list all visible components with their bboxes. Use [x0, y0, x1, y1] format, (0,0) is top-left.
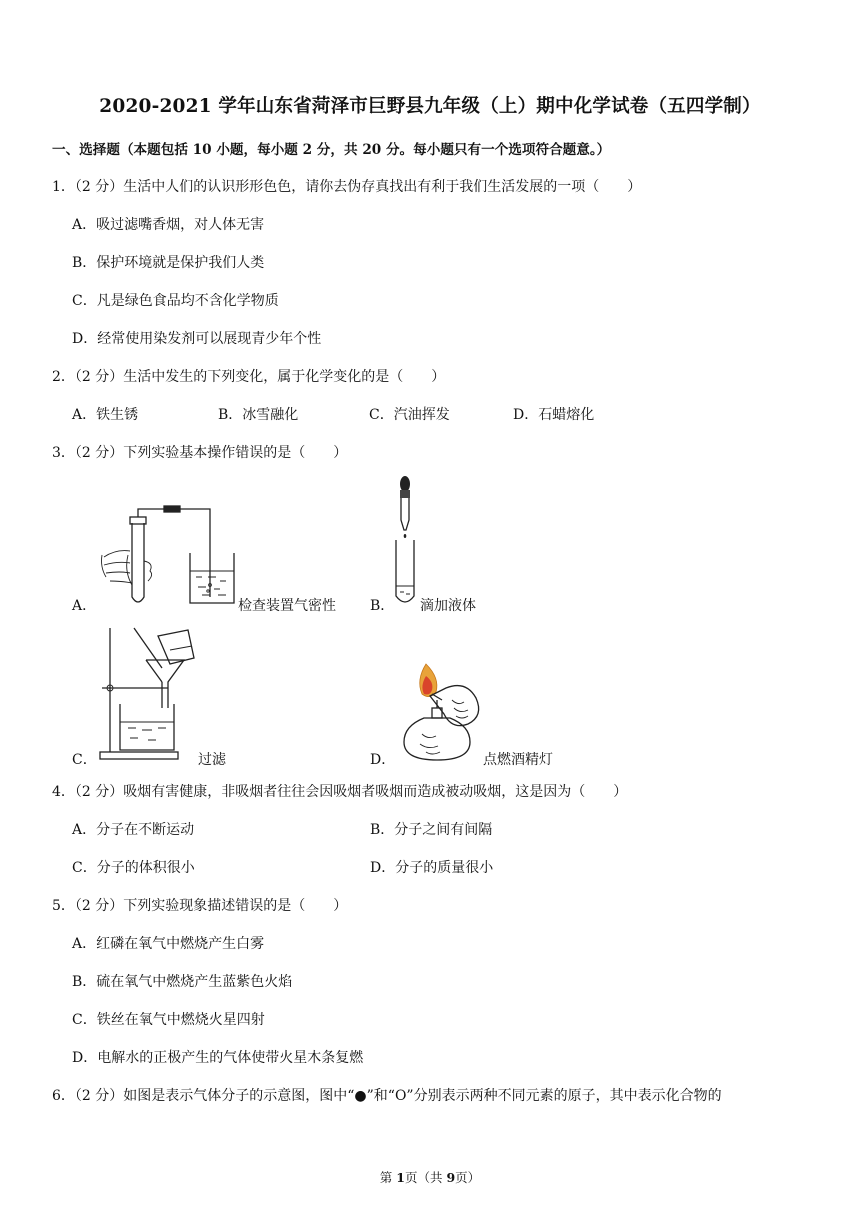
footer-suffix: 页） [455, 1170, 481, 1185]
q5-option-a: A．红磷在氧气中燃烧产生白雾 [72, 936, 265, 952]
footer-prefix: 第 [379, 1170, 397, 1185]
q1-option-d: D．经常使用染发剂可以展现青少年个性 [72, 331, 322, 347]
question-3-stem: 3．（2 分）下列实验基本操作错误的是（ ） [52, 445, 348, 461]
q4-option-a: A．分子在不断运动 [72, 822, 195, 838]
q3-option-d-caption: 点燃酒精灯 [483, 752, 553, 768]
q1-option-b: B．保护环境就是保护我们人类 [72, 255, 265, 271]
alcohol-lamp-figure [396, 660, 492, 764]
footer-middle: 页（共 [404, 1170, 447, 1185]
q3-option-b-letter: B． [370, 598, 395, 614]
q3-option-c-letter: C． [72, 752, 97, 768]
section-heading: 一、选择题（本题包括 10 小题，每小题 2 分，共 20 分。每小题只有一个选项符合题意。） [52, 142, 611, 158]
q2-option-c: C．汽油挥发 [369, 407, 450, 423]
question-4-stem: 4．（2 分）吸烟有害健康，非吸烟者往往会因吸烟者吸烟而造成被动吸烟，这是因为（ ） [52, 784, 628, 800]
question-5-stem: 5．（2 分）下列实验现象描述错误的是（ ） [52, 898, 348, 914]
q2-option-b: B．冰雪融化 [218, 407, 299, 423]
q2-option-d: D．石蜡熔化 [513, 407, 595, 423]
question-2-stem: 2．（2 分）生活中发生的下列变化，属于化学变化的是（ ） [52, 369, 446, 385]
airtightness-check-figure [98, 505, 238, 607]
q4-option-d: D．分子的质量很小 [370, 860, 494, 876]
current-page-number: 1 [396, 1170, 405, 1185]
q1-option-c: C．凡是绿色食品均不含化学物质 [72, 293, 279, 309]
q3-option-a-caption: 检查装置气密性 [238, 598, 336, 614]
q3-option-a-letter: A． [72, 598, 97, 614]
q3-option-c-caption: 过滤 [198, 752, 226, 768]
q5-option-b: B．硫在氧气中燃烧产生蓝紫色火焰 [72, 974, 293, 990]
q3-option-d-letter: D． [370, 752, 396, 768]
question-6-stem: 6．（2 分）如图是表示气体分子的示意图，图中“●”和“O”分别表示两种不同元素的原子，其中表示化合物的 [52, 1088, 722, 1104]
filtration-figure [98, 624, 198, 762]
q5-option-c: C．铁丝在氧气中燃烧火星四射 [72, 1012, 265, 1028]
dropper-and-test-tube-figure [390, 474, 420, 608]
page-title: 2020-2021 学年山东省菏泽市巨野县九年级（上）期中化学试卷（五四学制） [99, 96, 761, 117]
q4-option-c: C．分子的体积很小 [72, 860, 195, 876]
q4-option-b: B．分子之间有间隔 [370, 822, 493, 838]
question-1-stem: 1．（2 分）生活中人们的认识形形色色，请你去伪存真找出有利于我们生活发展的一项（ ） [52, 179, 642, 195]
q2-option-a: A．铁生锈 [72, 407, 139, 423]
total-pages-number: 9 [446, 1170, 456, 1185]
q1-option-a: A．吸过滤嘴香烟，对人体无害 [72, 217, 265, 233]
q3-option-b-caption: 滴加液体 [420, 598, 476, 614]
q5-option-d: D．电解水的正极产生的气体使带火星木条复燃 [72, 1050, 364, 1066]
page-footer [0, 1168, 860, 1186]
